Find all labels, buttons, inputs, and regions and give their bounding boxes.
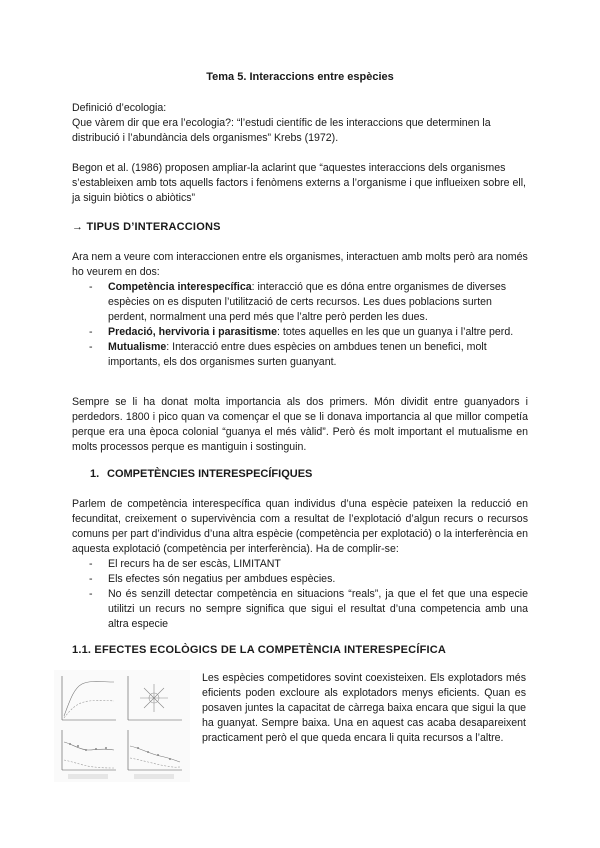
tipus-paragraph: Sempre se li ha donat molta importancia als dos primers. Món dividit entre guanyadors i perdedors. 1800 i pico quan va començar el que se li donava importancia al que millor competía perque era una època colonial “guanya el més vàlid”. Però és molt important el mutualisme en molts processos perque es mantiguin i sostinguin. bbox=[72, 396, 528, 453]
section1-paragraph: Parlem de competència interespecífica quan individus d’una espècie pateixen la reducció en fecunditat, creixement o supervivència com a resultat de l’explotació d’algun recurs o recursos comuns per part d’individus d’una altra espècie (competència per explotació) o la interferència en aquesta explotació (competència per interferència). Ha de complir-se: bbox=[72, 498, 528, 555]
list-item-term: Competència interespecífica bbox=[108, 281, 252, 293]
definition-text: Que vàrem dir que era l’ecologia?: “l’estudi científic de les interaccions que determinen la distribució i l’abundància dels organismes” Krebs (1972). bbox=[72, 117, 491, 144]
tipus-heading: → TIPUS D’INTERACCIONS bbox=[72, 221, 221, 233]
tipus-intro: Ara nem a veure com interaccionen entre els organismes, interactuen amb molts però ara només ho veurem en dos: bbox=[72, 251, 528, 278]
requirements-list bbox=[72, 557, 528, 632]
definition-heading: Definició d’ecologia: bbox=[72, 102, 167, 114]
list-item-text: : interacció que es dóna entre organismes de diverses espècies on es disputen l’utilització de certs recursos. Les dues poblacions surten perdent, normalment una perd més que l’altre però perden les dues. bbox=[108, 281, 507, 323]
begon-paragraph: Begon et al. (1986) proposen ampliar-la aclarint que “aquestes interaccions dels organismes s’estableixen amb tots aquells factors i fenòmens externs a l’organisme i que influeixen sobre ell, ja siguin biòtics o abiòtics” bbox=[72, 162, 527, 204]
list-item: - No és senzill detectar competència en situacions “reals”, ja que el fet que una especie utilitzi un recurs no sempre significa que sigui el resultat d’una competencia amb una altra especie bbox=[72, 587, 528, 632]
section1-title: COMPETÈNCIES INTERESPECÍFIQUES bbox=[107, 468, 313, 480]
list-item bbox=[72, 280, 528, 325]
list-item: - Els efectes són negatius per ambdues espècies. bbox=[72, 572, 528, 587]
section1-number: 1. bbox=[90, 468, 100, 480]
page-title: Tema 5. Interaccions entre espècies bbox=[206, 71, 394, 83]
section1-block bbox=[72, 497, 528, 632]
tipus-block bbox=[72, 250, 528, 370]
definition-block bbox=[72, 101, 528, 146]
list-item bbox=[72, 325, 528, 340]
section11-text: Les espècies competidores sovint coexisteixen. Els explotadors més eficients poden excloure als explotadors menys eficients. Quan es posaven juntes la capacitat de càrrega baixa encara que sigui la que ha guanyat. Sempre baixa. Una en aquest cas acaba desapareixent practicament però el que queda encara li quita recursos a l’altre. bbox=[202, 672, 526, 744]
competition-graphs-figure bbox=[54, 670, 190, 782]
list-item-text: : Interacció entre dues espècies on ambdues tenen un benefici, molt importants, els dos organismes surten guanyant. bbox=[108, 341, 487, 368]
list-item-text: : totes aquelles en les que un guanya i l’altre perd. bbox=[277, 326, 514, 338]
section11-heading: 1.1. EFECTES ECOLÒGICS DE LA COMPETÈNCIA INTERESPECÍFICA bbox=[72, 644, 447, 656]
list-item bbox=[72, 340, 528, 370]
list-item-term: Predació, hervivoria i parasitisme bbox=[108, 326, 277, 338]
list-item-term: Mutualisme bbox=[108, 341, 167, 353]
graph-thumbnails bbox=[54, 670, 190, 782]
list-item: - El recurs ha de ser escàs, LIMITANT bbox=[72, 557, 528, 572]
section1-heading bbox=[90, 467, 312, 482]
interaction-types-list bbox=[72, 280, 528, 370]
